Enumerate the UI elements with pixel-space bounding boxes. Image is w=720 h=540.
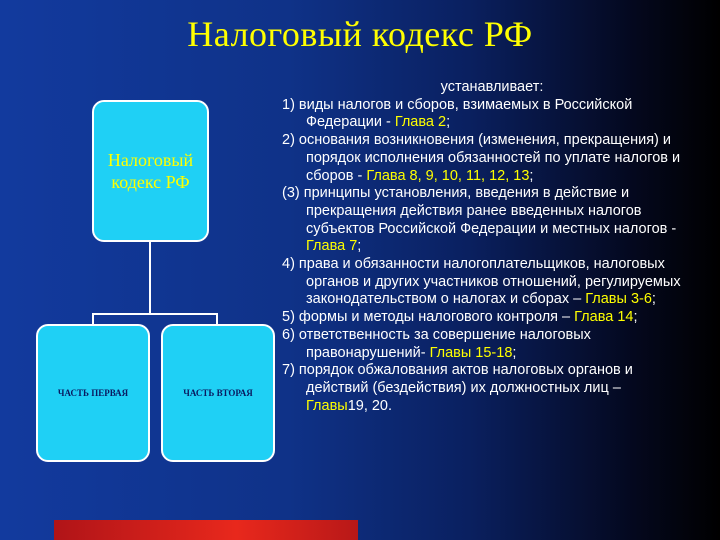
provision-item: 2) основания возникновения (изменения, прекращения) и порядок исполнения обязанностей по уплате налогов и сборов - Глава 8, 9, 10, 11, 12, 13; (282, 132, 681, 184)
connector-vertical (149, 242, 151, 314)
provision-item: 6) ответственность за совершение налоговых правонарушений- Главы 15-18; (282, 326, 591, 361)
provision-item: 7) порядок обжалования актов налоговых органов и действий (бездействия) их должностных лиц – Главы19, 20. (282, 362, 633, 414)
tax-code-box: Налоговый кодекс РФ (92, 100, 209, 242)
provision-item: 5) формы и методы налогового контроля – Глава 14; (282, 309, 638, 326)
provisions-heading: устанавливает: (440, 79, 544, 95)
provision-item: 4) права и обязанности налогоплательщиков, налоговых органов и других участников отношений, регулируемых законодательством о налогах и сборах – Главы 3-6; (282, 256, 681, 308)
provision-item: (3) принципы установления, введения в действие и прекращения действия ранее введенных налогов субъектов Российской Федерации и местных налогов - Глава 7; (282, 185, 677, 255)
slide-title: Налоговый кодекс РФ (187, 14, 533, 54)
provisions-text (282, 79, 682, 415)
accent-bar (54, 520, 358, 540)
part-two-box: ЧАСТЬ ВТОРАЯ (161, 324, 275, 462)
provision-item: 1) виды налогов и сборов, взимаемых в Российской Федерации - Глава 2; (282, 96, 633, 131)
part-one-box: ЧАСТЬ ПЕРВАЯ (36, 324, 150, 462)
connector-horizontal (92, 313, 218, 315)
